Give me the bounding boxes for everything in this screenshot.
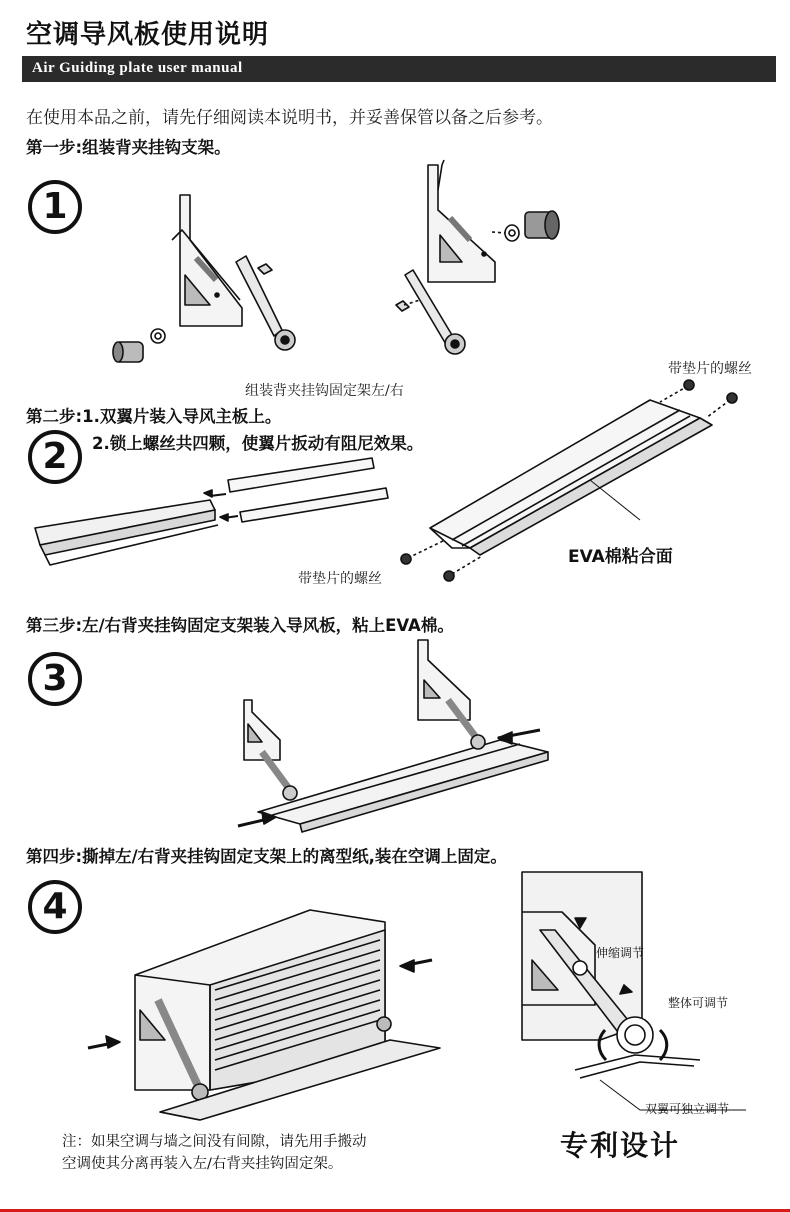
step1-caption: 组装背夹挂钩固定架左/右 <box>245 383 404 399</box>
step1-heading: 第一步:组装背夹挂钩支架。 <box>26 138 231 157</box>
step2-heading-2: 2.锁上螺丝共四颗，使翼片扳动有阻尼效果。 <box>92 434 424 453</box>
step4-label-telescopic: 伸缩调节 <box>596 946 645 960</box>
step3-heading: 第三步:左/右背夹挂钩固定支架装入导风板，粘上EVA棉。 <box>26 616 454 635</box>
page-subtitle: Air Guiding plate user manual <box>32 60 243 76</box>
step1-number: 1 <box>42 186 68 227</box>
step4-detail <box>522 872 746 1110</box>
step2-label-eva: EVA棉粘合面 <box>568 547 673 567</box>
step4-label-overall: 整体可调节 <box>668 996 729 1010</box>
page-title: 空调导风板使用说明 <box>26 20 270 50</box>
note-line-1: 注：如果空调与墙之间没有间隙，请先用手搬动 <box>62 1134 367 1150</box>
step2-label-screw-bottom: 带垫片的螺丝 <box>298 571 382 587</box>
patent-badge: 专利设计 <box>560 1129 681 1162</box>
step2-label-screw-top: 带垫片的螺丝 <box>668 361 752 377</box>
step2-heading: 第二步:1.双翼片装入导风主板上。 <box>26 407 282 426</box>
step1-left-bracket <box>113 195 295 362</box>
step4-number: 4 <box>42 886 68 927</box>
step4-ac-unit <box>88 910 440 1120</box>
step1-right-bracket <box>396 160 559 354</box>
step3-number: 3 <box>42 658 68 699</box>
step4-label-wings: 双翼可独立调节 <box>645 1102 730 1116</box>
intro-text: 在使用本品之前，请先仔细阅读本说明书，并妥善保管以备之后参考。 <box>26 108 553 128</box>
installation-note <box>62 1131 367 1175</box>
note-line-2: 空调使其分离再装入左/右背夹挂钩固定架。 <box>62 1156 343 1172</box>
step2-left-plate <box>35 458 388 565</box>
step3-assembly <box>238 640 548 832</box>
step2-number: 2 <box>42 436 68 477</box>
step4-heading: 第四步:撕掉左/右背夹挂钩固定支架上的离型纸,装在空调上固定。 <box>26 847 507 866</box>
